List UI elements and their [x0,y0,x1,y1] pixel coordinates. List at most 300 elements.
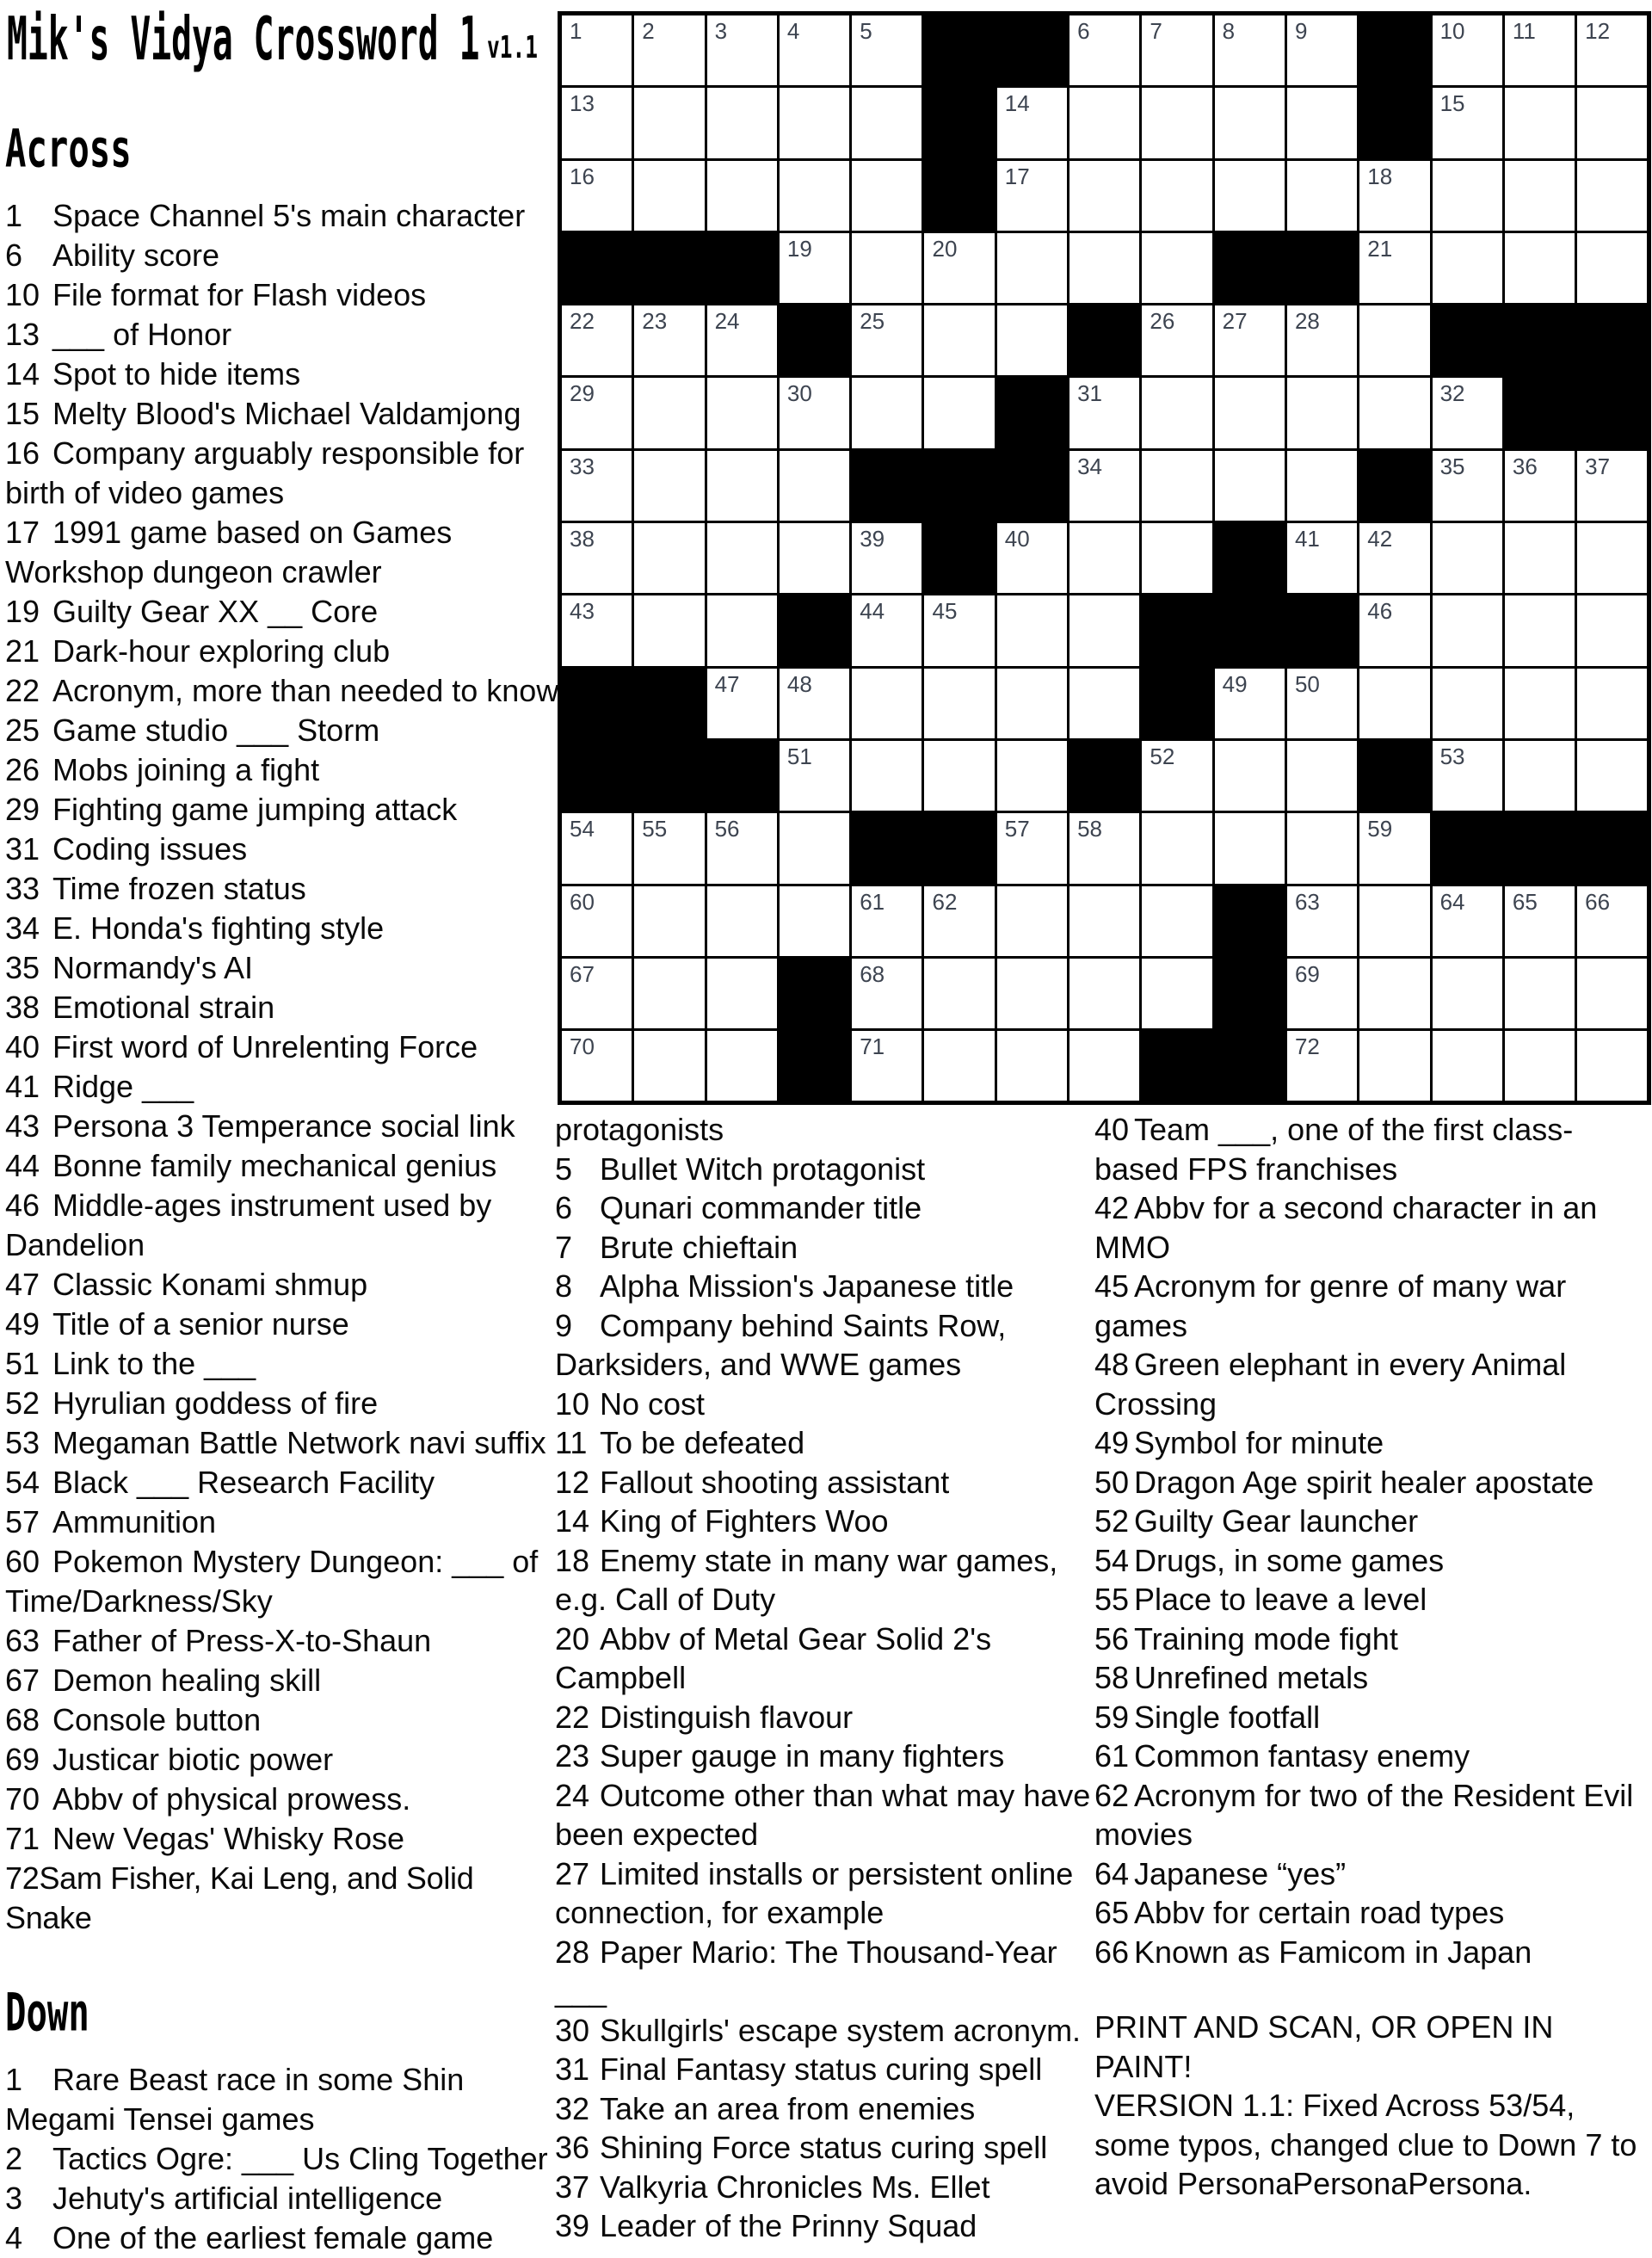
cell-number-23: 23 [642,308,668,335]
grid-cell-r14c3[interactable] [707,959,777,1028]
clue-number: 47 [5,1267,40,1302]
clue-number: 44 [5,1148,40,1183]
grid-cell-black-r3c6 [924,161,994,231]
grid-cell-r3c3[interactable] [707,161,777,231]
down-clue-42 [1094,1188,1652,1267]
grid-cell-r9c3[interactable] [707,595,777,665]
down-clue-5 [555,1150,1099,1189]
grid-cell-r2c14[interactable] [1505,88,1575,157]
across-clue-72 [5,1859,559,1938]
grid-cell-r8c11[interactable] [1287,523,1357,593]
clue-text: Guilty Gear launcher [1134,1503,1419,1539]
grid-cell-r4c8[interactable] [1069,233,1139,303]
grid-cell-r12c3[interactable] [707,813,777,883]
grid-cell-r13c13[interactable] [1433,886,1502,956]
grid-cell-r6c11[interactable] [1287,378,1357,447]
page-title: Mik's Vidya Crossword 1 [7,5,480,75]
grid-cell-r15c12[interactable] [1359,1031,1429,1101]
across-clue-6 [5,236,559,275]
cell-number-69: 69 [1294,960,1320,987]
clue-text: Abbv of physical prowess. [52,1781,411,1817]
grid-cell-r15c1[interactable] [562,1031,632,1101]
grid-cell-r5c1[interactable] [562,305,632,375]
grid-cell-r6c3[interactable] [707,378,777,447]
grid-cell-r9c15[interactable] [1577,595,1647,665]
grid-cell-r10c8[interactable] [1069,669,1139,738]
clue-text: Abbv for a second character in an MMO [1094,1190,1598,1265]
grid-cell-r5c6[interactable] [924,305,994,375]
across-clue-49 [5,1305,559,1344]
grid-cell-r6c5[interactable] [852,378,922,447]
cell-number-32: 32 [1439,380,1465,407]
grid-cell-r13c2[interactable] [634,886,704,956]
grid-cell-r2c10[interactable] [1215,88,1285,157]
down-clue-24 [555,1776,1099,1854]
grid-cell-r8c2[interactable] [634,523,704,593]
clue-number: 48 [1094,1347,1130,1382]
clue-text: Mobs joining a fight [52,752,320,787]
clue-text: 1991 game based on Games Workshop dungeon crawler [5,515,453,589]
grid-cell-black-r15c10 [1215,1031,1285,1101]
across-clue-19 [5,592,559,632]
down-clue-31 [555,2050,1099,2089]
grid-cell-r6c13[interactable] [1433,378,1502,447]
grid-cell-r14c1[interactable] [562,959,632,1028]
grid-cell-r4c13[interactable] [1433,233,1502,303]
grid-cell-r9c13[interactable] [1433,595,1502,665]
grid-cell-black-r4c10 [1215,233,1285,303]
across-clue-21 [5,632,559,671]
clue-text: Take an area from enemies [600,2090,976,2126]
grid-cell-r10c7[interactable] [997,669,1067,738]
cell-number-36: 36 [1512,453,1538,479]
clue-text: Title of a senior nurse [52,1306,349,1342]
grid-cell-r15c14[interactable] [1505,1031,1575,1101]
grid-cell-r3c2[interactable] [634,161,704,231]
cell-number-31: 31 [1077,380,1102,407]
grid-cell-r6c4[interactable] [780,378,849,447]
clue-text: ___ of Honor [52,317,232,352]
clue-text: Jehuty's artificial intelligence [52,2181,443,2216]
grid-cell-r7c14[interactable] [1505,451,1575,521]
cell-number-1: 1 [570,18,583,44]
clue-text: Green elephant in every Animal Crossing [1094,1347,1567,1422]
grid-cell-r12c7[interactable] [997,813,1067,883]
grid-cell-r2c11[interactable] [1287,88,1357,157]
grid-cell-r12c8[interactable] [1069,813,1139,883]
clue-text: Sam Fisher, Kai Leng, and Solid Snake [5,1860,474,1935]
grid-cell-black-r14c10 [1215,959,1285,1028]
grid-cell-r6c1[interactable] [562,378,632,447]
grid-cell-r2c8[interactable] [1069,88,1139,157]
grid-cell-r11c13[interactable] [1433,741,1502,811]
grid-cell-r13c8[interactable] [1069,886,1139,956]
grid-cell-r1c13[interactable] [1433,15,1502,85]
grid-cell-r1c14[interactable] [1505,15,1575,85]
clue-text: Final Fantasy status curing spell [600,2051,1043,2087]
grid-cell-r3c15[interactable] [1577,161,1647,231]
cell-number-51: 51 [786,743,812,769]
grid-cell-r14c2[interactable] [634,959,704,1028]
grid-cell-r1c5[interactable] [852,15,922,85]
clue-number: 64 [1094,1855,1130,1891]
grid-cell-r14c14[interactable] [1505,959,1575,1028]
across-clue-52 [5,1384,559,1423]
grid-cell-r7c11[interactable] [1287,451,1357,521]
clue-text: Bullet Witch protagonist [600,1151,926,1187]
grid-cell-r14c9[interactable] [1142,959,1211,1028]
grid-cell-r5c5[interactable] [852,305,922,375]
grid-cell-r6c9[interactable] [1142,378,1211,447]
clue-text: Emotional strain [52,990,275,1025]
cell-number-71: 71 [860,1033,885,1060]
grid-cell-r4c6[interactable] [924,233,994,303]
grid-cell-r15c3[interactable] [707,1031,777,1101]
grid-cell-r5c9[interactable] [1142,305,1211,375]
grid-cell-r2c9[interactable] [1142,88,1211,157]
grid-cell-r1c11[interactable] [1287,15,1357,85]
cell-number-27: 27 [1222,308,1248,335]
grid-cell-r3c5[interactable] [852,161,922,231]
grid-cell-r5c2[interactable] [634,305,704,375]
grid-cell-r7c4[interactable] [780,451,849,521]
cell-number-20: 20 [932,235,958,262]
grid-cell-r2c15[interactable] [1577,88,1647,157]
grid-cell-r10c13[interactable] [1433,669,1502,738]
grid-cell-black-r5c15 [1577,305,1647,375]
grid-cell-r13c14[interactable] [1505,886,1575,956]
grid-cell-r2c2[interactable] [634,88,704,157]
grid-cell-r4c5[interactable] [852,233,922,303]
grid-cell-black-r7c12 [1359,451,1429,521]
clue-text: Skullgirls' escape system acronym. [600,2012,1082,2048]
grid-cell-r3c1[interactable] [562,161,632,231]
grid-cell-r7c13[interactable] [1433,451,1502,521]
clue-number: 52 [5,1385,40,1421]
grid-cell-r3c9[interactable] [1142,161,1211,231]
grid-cell-r12c12[interactable] [1359,813,1429,883]
grid-cell-r9c1[interactable] [562,595,632,665]
clue-text: Training mode fight [1134,1620,1398,1656]
grid-cell-r1c10[interactable] [1215,15,1285,85]
clue-text: Time frozen status [52,871,306,906]
grid-cell-r4c14[interactable] [1505,233,1575,303]
down-clue-18 [555,1541,1099,1619]
cell-number-67: 67 [570,960,595,987]
grid-cell-r7c1[interactable] [562,451,632,521]
across-clue-67 [5,1661,559,1700]
grid-cell-r8c4[interactable] [780,523,849,593]
grid-cell-r6c6[interactable] [924,378,994,447]
across-clue-46 [5,1186,559,1265]
clue-number: 39 [555,2208,590,2243]
grid-cell-r3c8[interactable] [1069,161,1139,231]
grid-cell-r14c11[interactable] [1287,959,1357,1028]
cell-number-70: 70 [570,1033,595,1060]
clue-number: 36 [555,2130,590,2165]
clue-text: Melty Blood's Michael Valdamjong [52,396,521,431]
grid-cell-r12c11[interactable] [1287,813,1357,883]
cell-number-45: 45 [932,598,958,625]
grid-cell-r8c9[interactable] [1142,523,1211,593]
grid-cell-r8c3[interactable] [707,523,777,593]
grid-cell-black-r14c4 [780,959,849,1028]
grid-cell-r4c4[interactable] [780,233,849,303]
grid-cell-r2c4[interactable] [780,88,849,157]
grid-cell-r11c4[interactable] [780,741,849,811]
grid-cell-r2c13[interactable] [1433,88,1502,157]
grid-cell-r13c5[interactable] [852,886,922,956]
across-clue-63 [5,1621,559,1661]
grid-cell-r1c4[interactable] [780,15,849,85]
grid-cell-r14c6[interactable] [924,959,994,1028]
clue-number: 34 [5,910,40,946]
down-clue-30 [555,2011,1099,2051]
grid-cell-black-r11c12 [1359,741,1429,811]
grid-cell-r15c2[interactable] [634,1031,704,1101]
grid-cell-r14c13[interactable] [1433,959,1502,1028]
clue-number: 31 [5,831,40,867]
down-clue-1 [5,2060,559,2139]
grid-cell-r3c11[interactable] [1287,161,1357,231]
grid-cell-r5c7[interactable] [997,305,1067,375]
grid-cell-r8c5[interactable] [852,523,922,593]
down-clue-40 [1094,1110,1652,1188]
clue-text: Known as Famicom in Japan [1134,1934,1532,1970]
grid-cell-r2c3[interactable] [707,88,777,157]
grid-cell-r1c3[interactable] [707,15,777,85]
clue-number: 22 [555,1699,590,1735]
grid-cell-r7c9[interactable] [1142,451,1211,521]
grid-cell-r13c3[interactable] [707,886,777,956]
across-clue-13 [5,315,559,355]
grid-cell-r6c10[interactable] [1215,378,1285,447]
grid-cell-r9c2[interactable] [634,595,704,665]
clue-text: File format for Flash videos [52,277,427,312]
grid-cell-r3c10[interactable] [1215,161,1285,231]
grid-cell-r4c12[interactable] [1359,233,1429,303]
grid-cell-black-r12c15 [1577,813,1647,883]
grid-cell-r12c9[interactable] [1142,813,1211,883]
grid-cell-r5c11[interactable] [1287,305,1357,375]
grid-cell-r9c8[interactable] [1069,595,1139,665]
grid-cell-r8c7[interactable] [997,523,1067,593]
grid-cell-r7c15[interactable] [1577,451,1647,521]
grid-cell-r13c9[interactable] [1142,886,1211,956]
clue-number: 50 [1094,1464,1130,1500]
grid-cell-r4c15[interactable] [1577,233,1647,303]
grid-cell-r13c15[interactable] [1577,886,1647,956]
grid-cell-r15c6[interactable] [924,1031,994,1101]
grid-cell-r1c1[interactable] [562,15,632,85]
page-version: v1.1 [487,30,538,65]
grid-cell-r1c8[interactable] [1069,15,1139,85]
clue-number: 19 [5,594,40,629]
grid-cell-r1c9[interactable] [1142,15,1211,85]
clue-text: Coding issues [52,831,248,867]
clue-text: Pokemon Mystery Dungeon: ___ of Time/Darkness/Sky [5,1544,539,1619]
cell-number-60: 60 [570,888,595,915]
cell-number-57: 57 [1004,816,1030,842]
grid-cell-r8c13[interactable] [1433,523,1502,593]
clue-text: Abbv of Metal Gear Solid 2's Campbell [555,1620,992,1695]
across-clue-35 [5,948,559,988]
grid-cell-r10c5[interactable] [852,669,922,738]
down-clue-10 [555,1385,1099,1424]
grid-cell-r3c12[interactable] [1359,161,1429,231]
grid-cell-r14c12[interactable] [1359,959,1429,1028]
grid-cell-r2c5[interactable] [852,88,922,157]
cell-number-25: 25 [860,308,885,335]
grid-cell-r15c7[interactable] [997,1031,1067,1101]
grid-cell-r14c15[interactable] [1577,959,1647,1028]
grid-cell-r6c2[interactable] [634,378,704,447]
grid-cell-r12c10[interactable] [1215,813,1285,883]
grid-cell-r3c14[interactable] [1505,161,1575,231]
grid-cell-r9c7[interactable] [997,595,1067,665]
grid-cell-r11c6[interactable] [924,741,994,811]
grid-cell-r15c13[interactable] [1433,1031,1502,1101]
grid-cell-r5c3[interactable] [707,305,777,375]
grid-cell-r8c14[interactable] [1505,523,1575,593]
grid-cell-r11c14[interactable] [1505,741,1575,811]
clue-text: Dark-hour exploring club [52,633,391,669]
grid-cell-r6c12[interactable] [1359,378,1429,447]
clue-text: New Vegas' Whisky Rose [52,1821,405,1856]
grid-cell-r9c14[interactable] [1505,595,1575,665]
grid-cell-r5c12[interactable] [1359,305,1429,375]
across-clue-40 [5,1027,559,1067]
grid-cell-r15c11[interactable] [1287,1031,1357,1101]
clue-number: 23 [555,1738,590,1774]
grid-cell-r2c1[interactable] [562,88,632,157]
grid-cell-r1c15[interactable] [1577,15,1647,85]
grid-cell-r15c8[interactable] [1069,1031,1139,1101]
grid-cell-r13c1[interactable] [562,886,632,956]
grid-cell-black-r6c7 [997,378,1067,447]
clue-number: 65 [1094,1895,1130,1930]
grid-cell-black-r13c10 [1215,886,1285,956]
cell-number-53: 53 [1439,743,1465,769]
grid-cell-r14c7[interactable] [997,959,1067,1028]
down-clue-45 [1094,1267,1652,1345]
grid-cell-r15c5[interactable] [852,1031,922,1101]
clue-number: 43 [5,1108,40,1144]
cell-number-21: 21 [1367,235,1393,262]
grid-cell-r13c6[interactable] [924,886,994,956]
clue-number: 72 [5,1860,40,1896]
crossword-grid [558,11,1651,1105]
grid-cell-r10c4[interactable] [780,669,849,738]
across-clue-34 [5,909,559,948]
grid-cell-r7c8[interactable] [1069,451,1139,521]
grid-cell-r11c10[interactable] [1215,741,1285,811]
grid-cell-black-r10c9 [1142,669,1211,738]
grid-cell-r2c7[interactable] [997,88,1067,157]
grid-cell-r12c2[interactable] [634,813,704,883]
clue-number: 68 [5,1702,40,1737]
down-clue-28 [555,1933,1099,2011]
across-clue-44 [5,1146,559,1186]
grid-cell-r10c3[interactable] [707,669,777,738]
clue-text: Brute chieftain [600,1229,798,1265]
grid-cell-r14c8[interactable] [1069,959,1139,1028]
cell-number-56: 56 [714,816,740,842]
grid-cell-r7c2[interactable] [634,451,704,521]
grid-cell-r10c14[interactable] [1505,669,1575,738]
grid-cell-r7c3[interactable] [707,451,777,521]
clue-number: 4 [5,2220,23,2255]
down-column-right [1094,1110,1652,2204]
clue-text: Black ___ Research Facility [52,1465,435,1500]
clue-number: 35 [5,950,40,985]
grid-cell-black-r5c14 [1505,305,1575,375]
grid-cell-r13c11[interactable] [1287,886,1357,956]
grid-cell-r3c7[interactable] [997,161,1067,231]
cell-number-42: 42 [1367,526,1393,552]
grid-cell-r10c10[interactable] [1215,669,1285,738]
clue-number: 18 [555,1542,590,1578]
grid-cell-r10c6[interactable] [924,669,994,738]
across-clue-list [5,196,559,1938]
cell-number-18: 18 [1367,163,1393,189]
grid-cell-r8c15[interactable] [1577,523,1647,593]
grid-cell-r3c13[interactable] [1433,161,1502,231]
grid-cell-r11c11[interactable] [1287,741,1357,811]
grid-cell-black-r11c1 [562,741,632,811]
grid-cell-r14c5[interactable] [852,959,922,1028]
grid-cell-r8c1[interactable] [562,523,632,593]
grid-cell-r13c7[interactable] [997,886,1067,956]
down-clue-49 [1094,1423,1652,1463]
grid-cell-r3c4[interactable] [780,161,849,231]
grid-cell-r8c8[interactable] [1069,523,1139,593]
grid-cell-r10c12[interactable] [1359,669,1429,738]
grid-cell-r10c11[interactable] [1287,669,1357,738]
grid-cell-r4c9[interactable] [1142,233,1211,303]
grid-cell-r1c2[interactable] [634,15,704,85]
grid-cell-black-r9c11 [1287,595,1357,665]
down-clue-9 [555,1306,1099,1385]
grid-cell-r15c15[interactable] [1577,1031,1647,1101]
grid-cell-r12c1[interactable] [562,813,632,883]
grid-cell-r11c7[interactable] [997,741,1067,811]
grid-cell-r13c12[interactable] [1359,886,1429,956]
grid-cell-r5c10[interactable] [1215,305,1285,375]
grid-cell-r7c10[interactable] [1215,451,1285,521]
grid-cell-r9c12[interactable] [1359,595,1429,665]
clue-number: 6 [5,238,23,273]
grid-cell-r9c5[interactable] [852,595,922,665]
grid-cell-r10c15[interactable] [1577,669,1647,738]
grid-cell-r11c9[interactable] [1142,741,1211,811]
down-clue-50 [1094,1463,1652,1502]
grid-cell-r12c4[interactable] [780,813,849,883]
grid-cell-r8c12[interactable] [1359,523,1429,593]
clue-number: 26 [5,752,40,787]
across-column [5,117,559,2258]
across-clue-10 [5,275,559,315]
grid-cell-r13c4[interactable] [780,886,849,956]
grid-cell-r4c7[interactable] [997,233,1067,303]
clue-text: Demon healing skill [52,1663,322,1698]
grid-cell-r11c5[interactable] [852,741,922,811]
down-clue-64 [1094,1854,1652,1894]
grid-cell-r9c6[interactable] [924,595,994,665]
grid-cell-r6c8[interactable] [1069,378,1139,447]
clue-number: 22 [5,673,40,708]
grid-cell-r11c15[interactable] [1577,741,1647,811]
